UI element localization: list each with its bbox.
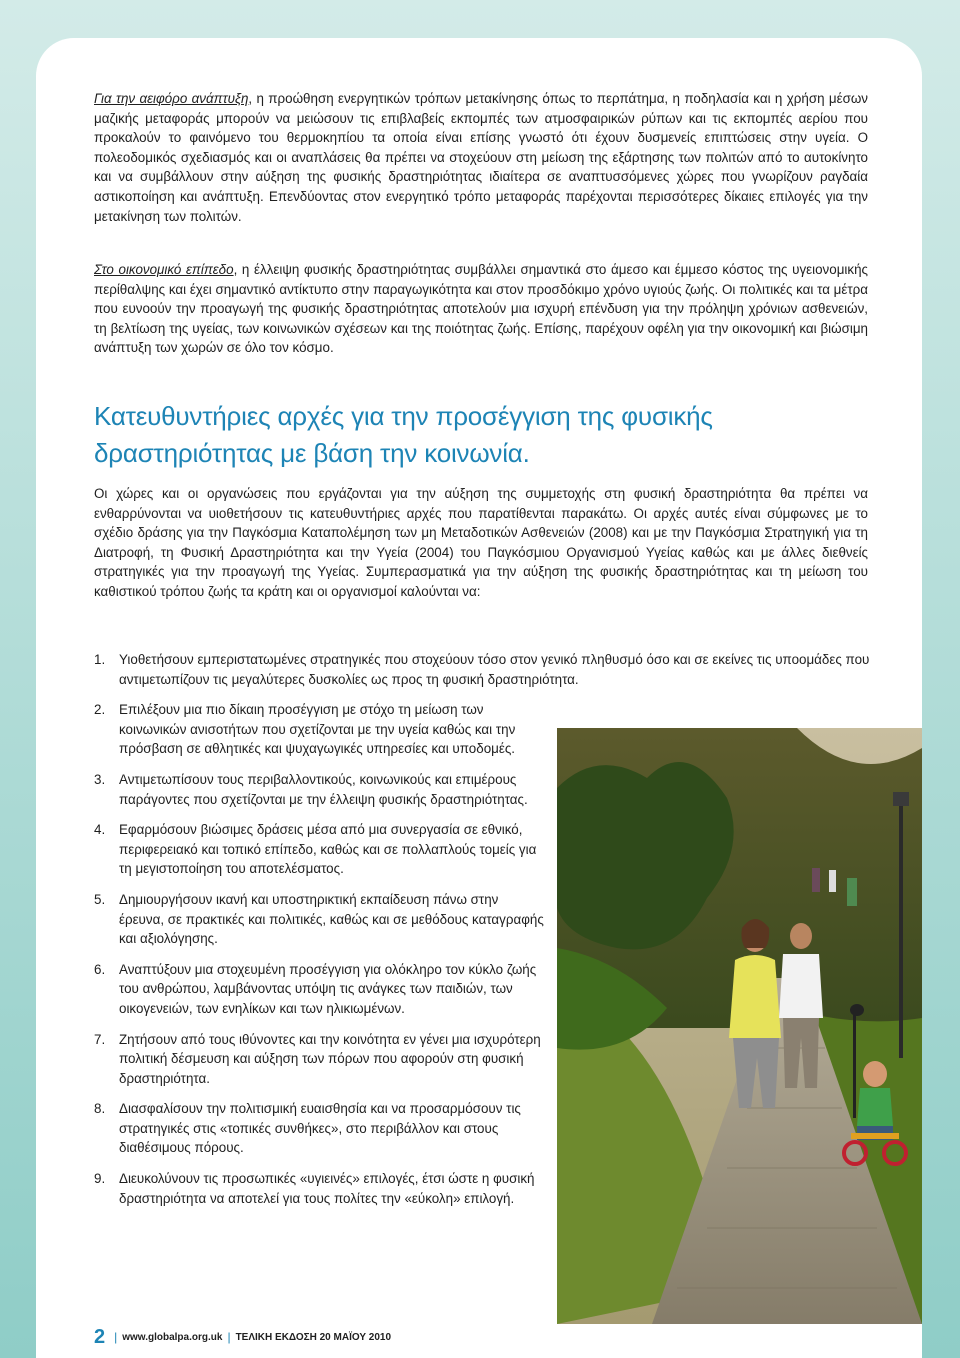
list-item bbox=[94, 1169, 547, 1208]
list-number: 3. bbox=[94, 771, 106, 787]
photo-illustration bbox=[557, 728, 922, 1324]
page-number: 2 bbox=[94, 1326, 106, 1348]
list-text: Επιλέξουν μια πιο δίκαιη προσέγγιση με στόχο τη μείωση των κοινωνικών ανισοτήτων που σχετίζονται με την υγεία καθώς και την πρόσβαση σε αθλητικές και ψυχαγωγικές υπηρεσίες και υποδομές. bbox=[119, 702, 516, 757]
list-item bbox=[94, 770, 547, 809]
list-number: 9. bbox=[94, 1171, 106, 1187]
list-item bbox=[94, 700, 547, 759]
list-item bbox=[94, 650, 874, 689]
lamp-head bbox=[893, 792, 909, 806]
list-number: 4. bbox=[94, 822, 106, 838]
list-item bbox=[94, 820, 547, 879]
list-number: 1. bbox=[94, 652, 106, 667]
paragraph-text: , η προώθηση ενεργητικών τρόπων μετακίνησης όπως το περπάτημα, η ποδηλασία και η χρήση μέσων μαζικής μεταφοράς μπορούν να μειώσουν τις επιβλαβείς εκπομπές των ατμοσφαιρικών ρύπων και τις εκπομπές αερίου που προκαλούν το φαινόμενο του θερμοκηπίου τα οποία είναι επίσης γνωστό ότι έχουν δυσμενείς επιπτώσεις στην υγεία. Ο πολεοδομικός σχεδιασμός και οι αναπλάσεις θα πρέπει να στοχεύουν στη μείωση της εξάρτησης των πολιτών από το αυτοκίνητο και να συμβάλλουν στην αύξηση της φυσικής δραστηριότητας ιδιαίτερα σε αναπτυσσόμενες χώρες που γνωρίζουν ραγδαία αστικοποίηση και ανάπτυξη. Επενδύοντας στον ενεργητικό τρόπο μεταφοράς παρέχονται περισσότερες δίκαιες επιλογές για την μετακίνηση των πολιτών. bbox=[94, 91, 868, 224]
list-text: Διασφαλίσουν την πολιτισμική ευαισθησία και να προσαρμόσουν τις στρατηγικές στις «τοπικές συνθήκες», στο περιβάλλον και στους διαθέσιμους πόρους. bbox=[119, 1101, 521, 1156]
lamp-post bbox=[899, 798, 903, 1058]
list-number: 6. bbox=[94, 961, 106, 977]
paragraph-lead: Για την αειφόρο ανάπτυξη bbox=[94, 91, 249, 106]
list-item bbox=[94, 960, 547, 1019]
list-text: Ζητήσουν από τους ιθύνοντες και την κοινότητα εν γένει μια ισχυρότερη πολιτική δέσμευση και αύξηση των πόρων που αφορούν στη φυσική δραστηριότητα. bbox=[119, 1031, 541, 1086]
park-walkway-photo bbox=[557, 728, 922, 1324]
list-item bbox=[94, 1099, 547, 1158]
list-text: Αντιμετωπίσουν τους περιβαλλοντικούς, κοινωνικούς και επιμέρους παράγοντες που σχετίζονται με την έλλειψη φυσικής δραστηριότητας. bbox=[119, 771, 528, 807]
list-text: Διευκολύνουν τις προσωπικές «υγιεινές» επιλογές, έτσι ώστε η φυσική δραστηριότητα να αποτελεί για τους πολίτες την «εύκολη» επιλογή. bbox=[119, 1171, 535, 1206]
list-text: Εφαρμόσουν βιώσιμες δράσεις μέσα από μια συνεργασία σε εθνικό, περιφερειακό και τοπικό επίπεδο, καθώς και σε πολλαπλούς τομείς για τη μεγιστοποίηση του αποτελέσματος. bbox=[119, 822, 537, 877]
paragraph-intro: Οι χώρες και οι οργανώσεις που εργάζονται για την αύξηση της συμμετοχής στη φυσική δραστηριότητα θα πρέπει να ενθαρρύνονται να υιοθετήσουν τις κατευθυντήριες αρχές που παρατίθενται παρακάτω. Οι αρχές αυτές είναι σύμφωνες με το σχέδιο δράσης για την Παγκόσμια Καταπολέμηση των μη Μεταδοτικών Ασθενειών (2008) και με την Παγκόσμια Στρατηγική για τη Διατροφή, τη Φυσική Δραστηριότητα και την Υγεία (2004) του Παγκόσμιου Οργανισμού Υγείας καθώς και με άλλες διεθνείς στρατηγικές για την προαγωγή της Υγείας. Συμπερασματικά για την αύξηση της φυσικής δραστηριότητας και τη μείωση του καθιστικού τρόπου ζωής τα κράτη και οι οργανισμοί καλούνται να: bbox=[94, 486, 868, 599]
list-number: 7. bbox=[94, 1031, 106, 1047]
footer-separator: | bbox=[114, 1330, 118, 1344]
paragraph-economic-level bbox=[94, 260, 868, 358]
list-text: Αναπτύξουν μια στοχευμένη προσέγγιση για ολόκληρο τον κύκλο ζωής του ανθρώπου, λαμβάνοντας υπόψη τις ανάγκες των παιδιών, των οικογενειών, των ενηλίκων και των ηλικιωμένων. bbox=[119, 961, 537, 1016]
paragraph-text: , η έλλειψη φυσικής δραστηριότητας συμβάλλει σημαντικά στο άμεσο και έμμεσο κόστος της υγειονομικής περίθαλψης και έχει σημαντικό αντίκτυπο στην παραγωγικότητα και στον προσδόκιμο χρόνο υγιούς ζωής. Οι πολιτικές και τα μέτρα που ευνοούν την προαγωγή της φυσικής δραστηριότητας αποτελούν μια ισχυρή επένδυση για την πρόληψη χρόνιων ασθενειών, τη βελτίωση της υγείας, των κοινωνικών σχέσεων και της ποιότητας ζωής. Επίσης, παρέχουν οφέλη για την οικονομική και βιώσιμη ανάπτυξη των χωρών σε όλο τον κόσμο. bbox=[94, 262, 868, 356]
document-page bbox=[36, 38, 922, 1358]
page-footer bbox=[94, 1328, 391, 1346]
list-text: Δημιουργήσουν ικανή και υποστηρικτική εκπαίδευση πάνω στην έρευνα, σε πρακτικές και πολιτικές, καθώς και σε μεθόδους καταγραφής και αξιολόγησης. bbox=[119, 891, 544, 947]
section-heading: Κατευθυντήριες αρχές για την προσέγγιση της φυσικής δραστηριότητας με βάση την κοινωνία. bbox=[94, 401, 713, 468]
list-number: 2. bbox=[94, 702, 106, 718]
footer-separator: | bbox=[227, 1330, 231, 1344]
list-text: Υιοθετήσουν εμπεριστατωμένες στρατηγικές που στοχεύουν τόσο στον γενικό πληθυσμό όσο και σε εκείνες τις υποομάδες που αντιμετωπίζουν τις μεγαλύτερες δυσκολίες ως προς τη φυσική δραστηριότητα. bbox=[119, 652, 870, 687]
list-item bbox=[94, 1030, 547, 1089]
footer-url[interactable]: www.globalpa.org.uk bbox=[122, 1331, 223, 1343]
footer-edition: ΤΕΛΙΚΗ ΕΚΔΟΣΗ 20 ΜΑΪΟΥ 2010 bbox=[235, 1331, 392, 1343]
list-number: 5. bbox=[94, 891, 106, 907]
paragraph-lead: Στο οικονομικό επίπεδο bbox=[94, 262, 234, 277]
list-item bbox=[94, 890, 547, 949]
list-number: 8. bbox=[94, 1101, 106, 1117]
paragraph-sustainable-development bbox=[94, 89, 868, 226]
